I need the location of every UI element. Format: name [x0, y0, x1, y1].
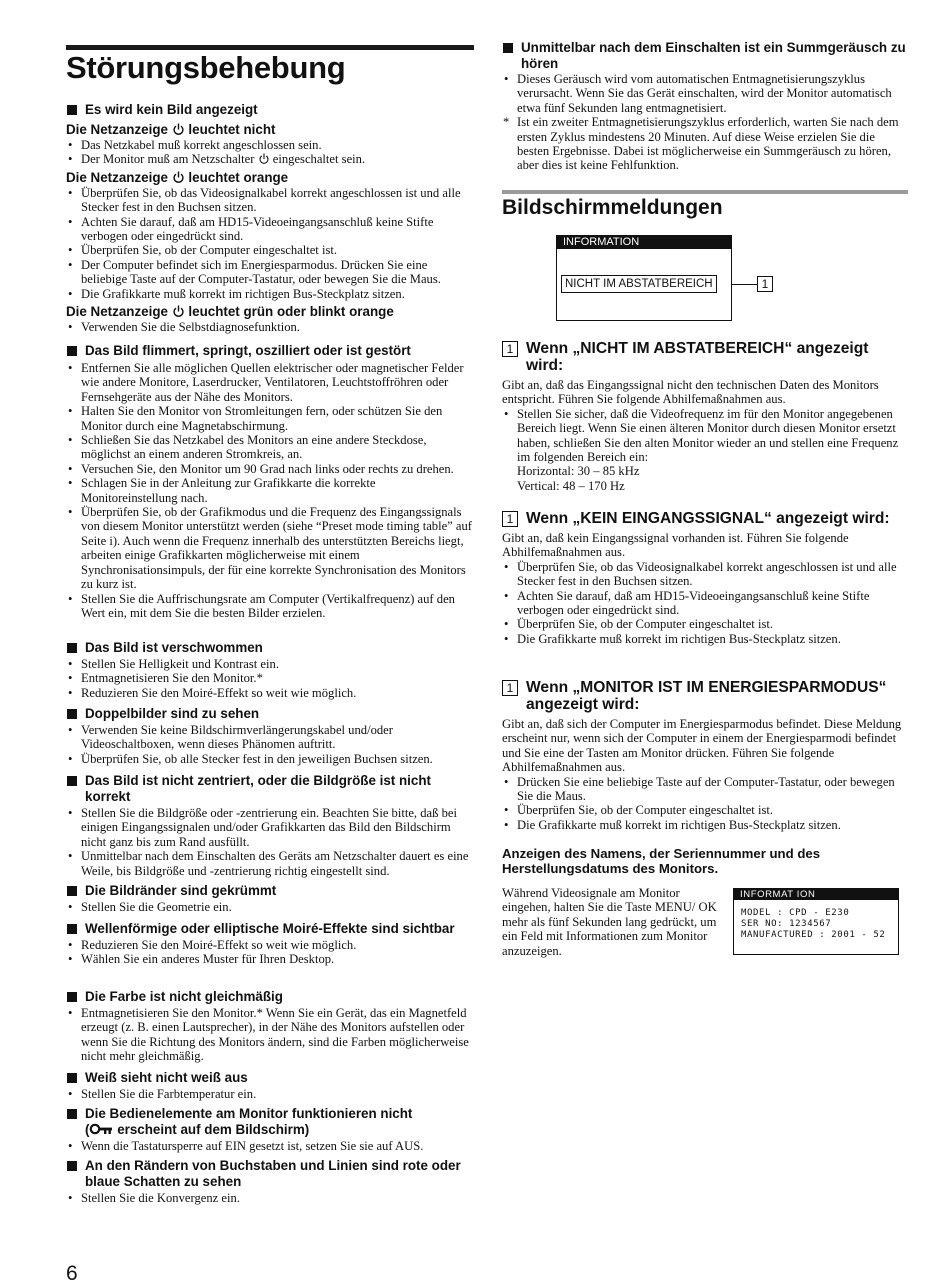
list-item: • Entfernen Sie alle möglichen Quellen elektrischer oder magnetischer Felder wie andere Monitore, Laserdrucker, Ventilatoren, Leuchtstoffröhren oder Fernsehgeräte aus der Nähe des Monitors. [66, 361, 474, 404]
message-heading [502, 510, 908, 527]
list-item: • Stellen Sie die Bildgröße oder -zentrierung ein. Beachten Sie bitte, daß bei einigen Eingangssignalen und/oder Grafikkarten das Bild den Bildschirm nicht ganz bis zum Rand ausfüllt. [66, 806, 474, 849]
list-item [66, 152, 474, 166]
bullet-list [66, 657, 474, 700]
message-section-no-signal [502, 510, 908, 646]
power-icon [173, 171, 184, 184]
section-heading: Weiß sieht nicht weiß aus [66, 1070, 474, 1086]
bullet-list [66, 1006, 474, 1064]
osd-info-window [556, 235, 732, 321]
list-item: • Entmagnetisieren Sie den Monitor.* [66, 671, 474, 685]
section-curved-edges [66, 883, 474, 914]
subheading-text: leuchtet orange [188, 169, 289, 185]
list-item: • Verwenden Sie keine Bildschirmverlängerungskabel und/oder Videoschaltboxen, wenn dieses Phänomen auftritt. [66, 723, 474, 752]
page-number: 6 [66, 1262, 78, 1285]
list-item: • Reduzieren Sie den Moiré-Effekt so weit wie möglich. [66, 938, 474, 952]
bullet-list [66, 1191, 474, 1205]
section-heading-text: Die Bedienelemente am Monitor funktionieren nicht [85, 1106, 413, 1121]
section-moire [66, 921, 474, 967]
list-item: • Stellen Sie die Konvergenz ein. [66, 1191, 474, 1205]
osd-title-bar: INFORMATION [557, 236, 731, 249]
subheading-power-off [66, 122, 474, 138]
section-heading: Es wird kein Bild angezeigt [66, 102, 474, 118]
list-item: • Überprüfen Sie, ob der Grafikmodus und die Frequenz des Eingangssignals von diesem Monitor unterstützt werden (siehe “Preset mode timing table” auf Seite i). Auch wenn die Frequenz innerhalb des unterstützten Bereichs liegt, arbeiten einige Grafikkarten möglicherweise mit einem Synchronisationsimpuls, der für eine korrekte Synchronisation des Monitors zu kurz ist. [66, 505, 474, 591]
bullet-list [66, 806, 474, 878]
message-heading [502, 340, 908, 374]
list-item: • Die Grafikkarte muß korrekt im richtigen Bus-Steckplatz sitzen. [502, 818, 908, 832]
info-text: Während Videosignale am Monitor eingehen, halten Sie die Taste MENU/ OK mehr als fünf Sekunden lang gedrückt, um ein Feld mit Informationen zum Monitor anzuzeigen. [502, 886, 717, 958]
section-heading: An den Rändern von Buchstaben und Linien sind rote oder blaue Schatten zu sehen [66, 1158, 474, 1190]
section-convergence [66, 1158, 474, 1205]
message-section-out-of-range [502, 340, 908, 493]
list-item: • Das Netzkabel muß korrekt angeschlossen sein. [66, 138, 474, 152]
section-heading: Das Bild ist nicht zentriert, oder die Bildgröße ist nicht korrekt [66, 773, 474, 805]
message-heading-text: Wenn „KEIN EINGANGSSIGNAL“ angezeigt wird: [526, 510, 890, 527]
list-item-text: Der Monitor muß am Netzschalter [81, 152, 255, 167]
subheading-text: Die Netzanzeige [66, 304, 168, 320]
list-item: • Der Computer befindet sich im Energiesparmodus. Drücken Sie eine beliebige Taste auf der Computer-Tastatur, oder bewegen Sie die Maus. [66, 258, 474, 287]
osd-info-body [734, 900, 898, 941]
bullet-list [502, 407, 908, 493]
power-icon [259, 153, 269, 165]
page-title: Störungsbehebung [66, 50, 346, 85]
section-heading-text: erscheint auf dem Bildschirm) [117, 1122, 310, 1137]
message-number: 1 [502, 680, 518, 696]
list-item: • Schließen Sie das Netzkabel des Monitors an eine andere Steckdose, möglichst an einem anderen Stromkreis, an. [66, 433, 474, 462]
list-item: • Überprüfen Sie, ob der Computer eingeschaltet ist. [502, 803, 908, 817]
subheading-text: leuchtet nicht [188, 122, 276, 137]
subheading-power-orange [66, 170, 474, 186]
section-heading: Unmittelbar nach dem Einschalten ist ein Summgeräusch zu hören [502, 40, 908, 72]
list-item: • Überprüfen Sie, ob das Videosignalkabel korrekt angeschlossen ist und alle Stecker fest in den Buchsen sitzen. [66, 186, 474, 215]
key-lock-icon [89, 1123, 113, 1135]
callout-line [731, 284, 757, 285]
osd-model-info-window [733, 888, 899, 955]
list-item: • Überprüfen Sie, ob das Videosignalkabel korrekt angeschlossen ist und alle Stecker fest in den Buchsen sitzen. [502, 560, 908, 589]
list-item: • Halten Sie den Monitor von Stromleitungen fern, oder schützen Sie den Monitor durch eine Magnetabschirmung. [66, 404, 474, 433]
bullet-list [502, 560, 908, 646]
message-intro: Gibt an, daß das Eingangssignal nicht den technischen Daten des Monitors entspricht. Führen Sie folgende Abhilfemaßnahmen aus. [502, 378, 879, 407]
osd-message: NICHT IM ABSTATBEREICH [561, 275, 717, 293]
subheading-text: Die Netzanzeige [66, 122, 168, 137]
bullet-list [66, 138, 474, 167]
bullet-list [66, 1139, 474, 1153]
list-item: • Achten Sie darauf, daß am HD15-Videoeingangsanschluß keine Stifte verbogen oder eingedrückt sind. [502, 589, 908, 618]
section-heading: Das Bild flimmert, springt, oszilliert oder ist gestört [66, 343, 474, 359]
section-blurry [66, 640, 474, 700]
frequency-horizontal: Horizontal: 30 – 85 kHz [517, 464, 640, 479]
bullet-list [66, 1087, 474, 1101]
bullet-list [66, 361, 474, 620]
power-icon [173, 123, 184, 136]
section-heading: Die Farbe ist nicht gleichmäßig [66, 989, 474, 1005]
frequency-vertical: Vertical: 48 – 170 Hz [517, 478, 625, 493]
list-item: • Wählen Sie ein anderes Muster für Ihren Desktop. [66, 952, 474, 966]
list-item [502, 407, 908, 493]
section-ghosting [66, 706, 474, 766]
list-item: • Stellen Sie Helligkeit und Kontrast ein. [66, 657, 474, 671]
bullet-list [502, 72, 908, 173]
message-number: 1 [502, 511, 518, 527]
callout-number: 1 [757, 276, 773, 292]
section-title: Bildschirmmeldungen [502, 196, 723, 219]
message-section-power-saving [502, 679, 908, 832]
list-item: • Überprüfen Sie, ob alle Stecker fest in den jeweiligen Buchsen sitzen. [66, 752, 474, 766]
list-item: • Reduzieren Sie den Moiré-Effekt so weit wie möglich. [66, 686, 474, 700]
section-not-centered [66, 773, 474, 878]
list-item: • Drücken Sie eine beliebige Taste auf der Computer-Tastatur, oder bewegen Sie die Maus. [502, 775, 908, 804]
list-item: • Unmittelbar nach dem Einschalten des Geräts am Netzschalter dauert es eine Weile, bis Bildgröße und -zentrierung richtig eingestellt sind. [66, 849, 474, 878]
section-heading: Wellenförmige oder elliptische Moiré-Effekte sind sichtbar [66, 921, 474, 937]
bullet-list [66, 900, 474, 914]
message-intro: Gibt an, daß sich der Computer im Energiesparmodus befindet. Diese Meldung erscheint nur, wenn sich der Computer in einem der Energiesparmodi befindet und Sie eine der Tasten am Monitor drücken. Führen Sie folgende Abhilfemaßnahmen aus. [502, 717, 902, 775]
power-icon [173, 305, 184, 318]
section-flicker [66, 343, 474, 620]
subheading-text: Die Netzanzeige [66, 169, 168, 185]
list-item: • Schlagen Sie in der Anleitung zur Grafikkarte die korrekte Monitoreinstellung nach. [66, 476, 474, 505]
bullet-list [502, 775, 908, 833]
section-heading: Das Bild ist verschwommen [66, 640, 474, 656]
list-item-text: eingeschaltet sein. [272, 152, 366, 167]
list-item: • Überprüfen Sie, ob der Computer eingeschaltet ist. [66, 243, 474, 257]
osd-manufactured: MANUFACTURED : 2001 - 52 [741, 930, 886, 940]
section-heading: Die Bildränder sind gekrümmt [66, 883, 474, 899]
message-number: 1 [502, 341, 518, 357]
list-item: • Überprüfen Sie, ob der Computer eingeschaltet ist. [502, 617, 908, 631]
list-item: • Wenn die Tastatursperre auf EIN gesetzt ist, setzen Sie sie auf AUS. [66, 1139, 474, 1153]
bullet-list [66, 723, 474, 766]
message-intro: Gibt an, daß kein Eingangssignal vorhanden ist. Führen Sie folgende Abhilfemaßnahmen aus. [502, 531, 849, 560]
list-item: • Stellen Sie die Geometrie ein. [66, 900, 474, 914]
section-controls-locked [66, 1106, 474, 1153]
subheading-text: leuchtet grün oder blinkt orange [188, 304, 394, 320]
message-heading-text: Wenn „MONITOR IST IM ENERGIESPARMODUS“ angezeigt wird: [526, 679, 887, 713]
section-no-picture [66, 102, 474, 334]
list-item: • Versuchen Sie, den Monitor um 90 Grad nach links oder rechts zu drehen. [66, 462, 474, 476]
bullet-list [66, 320, 474, 334]
section-white [66, 1070, 474, 1101]
list-item: • Die Grafikkarte muß korrekt im richtigen Bus-Steckplatz sitzen. [66, 287, 474, 301]
section-heading-text: ( [85, 1122, 90, 1137]
message-heading-text: Wenn „NICHT IM ABSTATBEREICH“ angezeigt wird: [526, 340, 869, 374]
osd-title-bar: INFORMAT ION [734, 889, 898, 900]
list-item: • Entmagnetisieren Sie den Monitor.* Wenn Sie ein Gerät, das ein Magnetfeld erzeugt (z. B. einen Lautsprecher), in der Nähe des Monitors aufstellen oder wenn Sie die Richtung des Monitors ändern, sind die Farben möglicherweise nicht mehr gleichmäßig. [66, 1006, 474, 1064]
list-item: • Dieses Geräusch wird vom automatischen Entmagnetisierungszyklus verursacht. Wenn Sie das Gerät einschalten, wird der Monitor automatisch etwa fünf Sekunden lang entmagnetisiert. [502, 72, 908, 115]
section-heading [66, 1106, 474, 1138]
list-item: • Achten Sie darauf, daß am HD15-Videoeingangsanschluß keine Stifte verbogen oder eingedrückt sind. [66, 215, 474, 244]
info-heading: Anzeigen des Namens, der Seriennummer und des Herstellungsdatums des Monitors. [502, 846, 821, 876]
bullet-list [66, 186, 474, 301]
list-item: • Verwenden Sie die Selbstdiagnosefunktion. [66, 320, 474, 334]
section-rule [502, 190, 908, 194]
section-hum-noise [502, 40, 908, 173]
bullet-list [66, 938, 474, 967]
list-item: • Stellen Sie die Farbtemperatur ein. [66, 1087, 474, 1101]
footnote-item: * Ist ein zweiter Entmagnetisierungszyklus erforderlich, warten Sie nach dem ersten Zyklus mindestens 20 Minuten. Auf diese Weise erzielen Sie die besten Ergebnisse. Dabei ist möglicherweise ein Summgeräusch zu hören, aber dies ist keine Fehlfunktion. [502, 115, 908, 173]
list-item: • Die Grafikkarte muß korrekt im richtigen Bus-Steckplatz sitzen. [502, 632, 908, 646]
section-heading: Doppelbilder sind zu sehen [66, 706, 474, 722]
list-item: • Stellen Sie die Auffrischungsrate am Computer (Vertikalfrequenz) auf den Wert ein, mit dem Sie die besten Bilder erzielen. [66, 592, 474, 621]
osd-model: MODEL : CPD - E230 [741, 908, 850, 918]
list-item-text: Stellen Sie sicher, daß die Videofrequenz im für den Monitor angegebenen Bereich liegt. Wenn Sie einen älteren Monitor durch diesen Monitor ersetzt haben, schließen Sie den alten Monitor wieder an und stellen eine Frequenz im folgenden Bereich ein: [517, 406, 899, 465]
message-heading [502, 679, 908, 713]
section-color-uneven [66, 989, 474, 1064]
subheading-power-green [66, 304, 474, 320]
osd-serial: SER NO: 1234567 [741, 919, 832, 929]
